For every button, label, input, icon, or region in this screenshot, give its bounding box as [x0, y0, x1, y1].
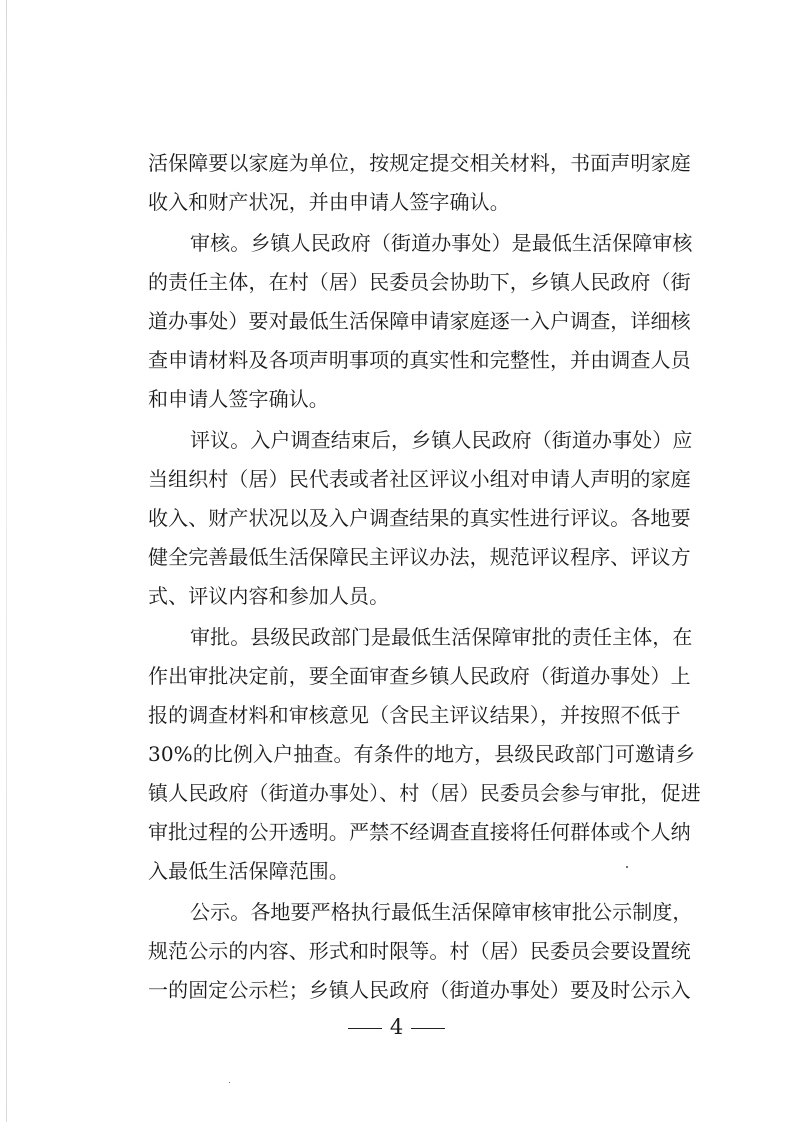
paragraph-first-line: 审核。乡镇人民政府（街道办事处）是最低生活保障审核 — [190, 231, 693, 255]
text-line: 作出审批决定前，要全面审查乡镇人民政府（街道办事处）上 — [148, 664, 691, 688]
text-line: 审批过程的公开透明。严禁不经调查直接将任何群体或个人纳 — [148, 820, 691, 844]
text-line: 规范公示的内容、形式和时限等。村（居）民委员会要设置统 — [148, 939, 691, 963]
paragraph-first-line: 公示。各地要严格执行最低生活保障审核审批公示制度， — [190, 900, 693, 924]
footer-dash-right — [411, 1028, 445, 1029]
page-footer — [0, 1013, 793, 1041]
paragraph-heading: 评议。 — [190, 428, 251, 452]
text-line: 镇人民政府（街道办事处）、村（居）民委员会参与审批，促进 — [148, 781, 701, 805]
paragraph-heading: 审批。 — [190, 625, 251, 649]
paragraph-heading: 审核。 — [190, 231, 251, 255]
scan-speck — [229, 1082, 230, 1083]
text-line: 入最低生活保障范围。 — [148, 859, 349, 883]
scan-speck — [626, 866, 628, 868]
text-line: 一的固定公示栏；乡镇人民政府（街道办事处）要及时公示入 — [148, 978, 691, 1002]
text-line: 式、评议内容和参加人员。 — [148, 584, 390, 608]
text-line: 道办事处）要对最低生活保障申请家庭逐一入户调查，详细核 — [148, 309, 691, 333]
page-number: 4 — [389, 1015, 404, 1039]
paragraph-first-line: 评议。入户调查结束后，乡镇人民政府（街道办事处）应 — [190, 428, 693, 452]
footer-dash-left — [348, 1028, 382, 1029]
text-line: 30%的比例入户抽查。有条件的地方，县级民政部门可邀请乡 — [148, 742, 696, 766]
scan-edge-shadow — [6, 0, 7, 1122]
text-line: 报的调查材料和审核意见（含民主评议结果），并按照不低于 — [148, 703, 681, 727]
paragraph-heading: 公示。 — [190, 900, 251, 924]
text-line: 的责任主体，在村（居）民委员会协助下，乡镇人民政府（街 — [148, 270, 691, 294]
text-line: 查申请材料及各项声明事项的真实性和完整性，并由调查人员 — [148, 348, 691, 372]
text-line: 当组织村（居）民代表或者社区评议小组对申请人声明的家庭 — [148, 467, 691, 491]
text-line: 健全完善最低生活保障民主评议办法，规范评议程序、评议方 — [148, 545, 691, 569]
text-line: 和申请人签字确认。 — [148, 387, 329, 411]
paragraph-first-line: 审批。县级民政部门是最低生活保障审批的责任主体，在 — [190, 625, 693, 649]
text-line: 收入和财产状况，并由申请人签字确认。 — [148, 190, 510, 214]
text-line: 收入、财产状况以及入户调查结果的真实性进行评议。各地要 — [148, 506, 691, 530]
text-line: 活保障要以家庭为单位，按规定提交相关材料，书面声明家庭 — [148, 151, 691, 175]
